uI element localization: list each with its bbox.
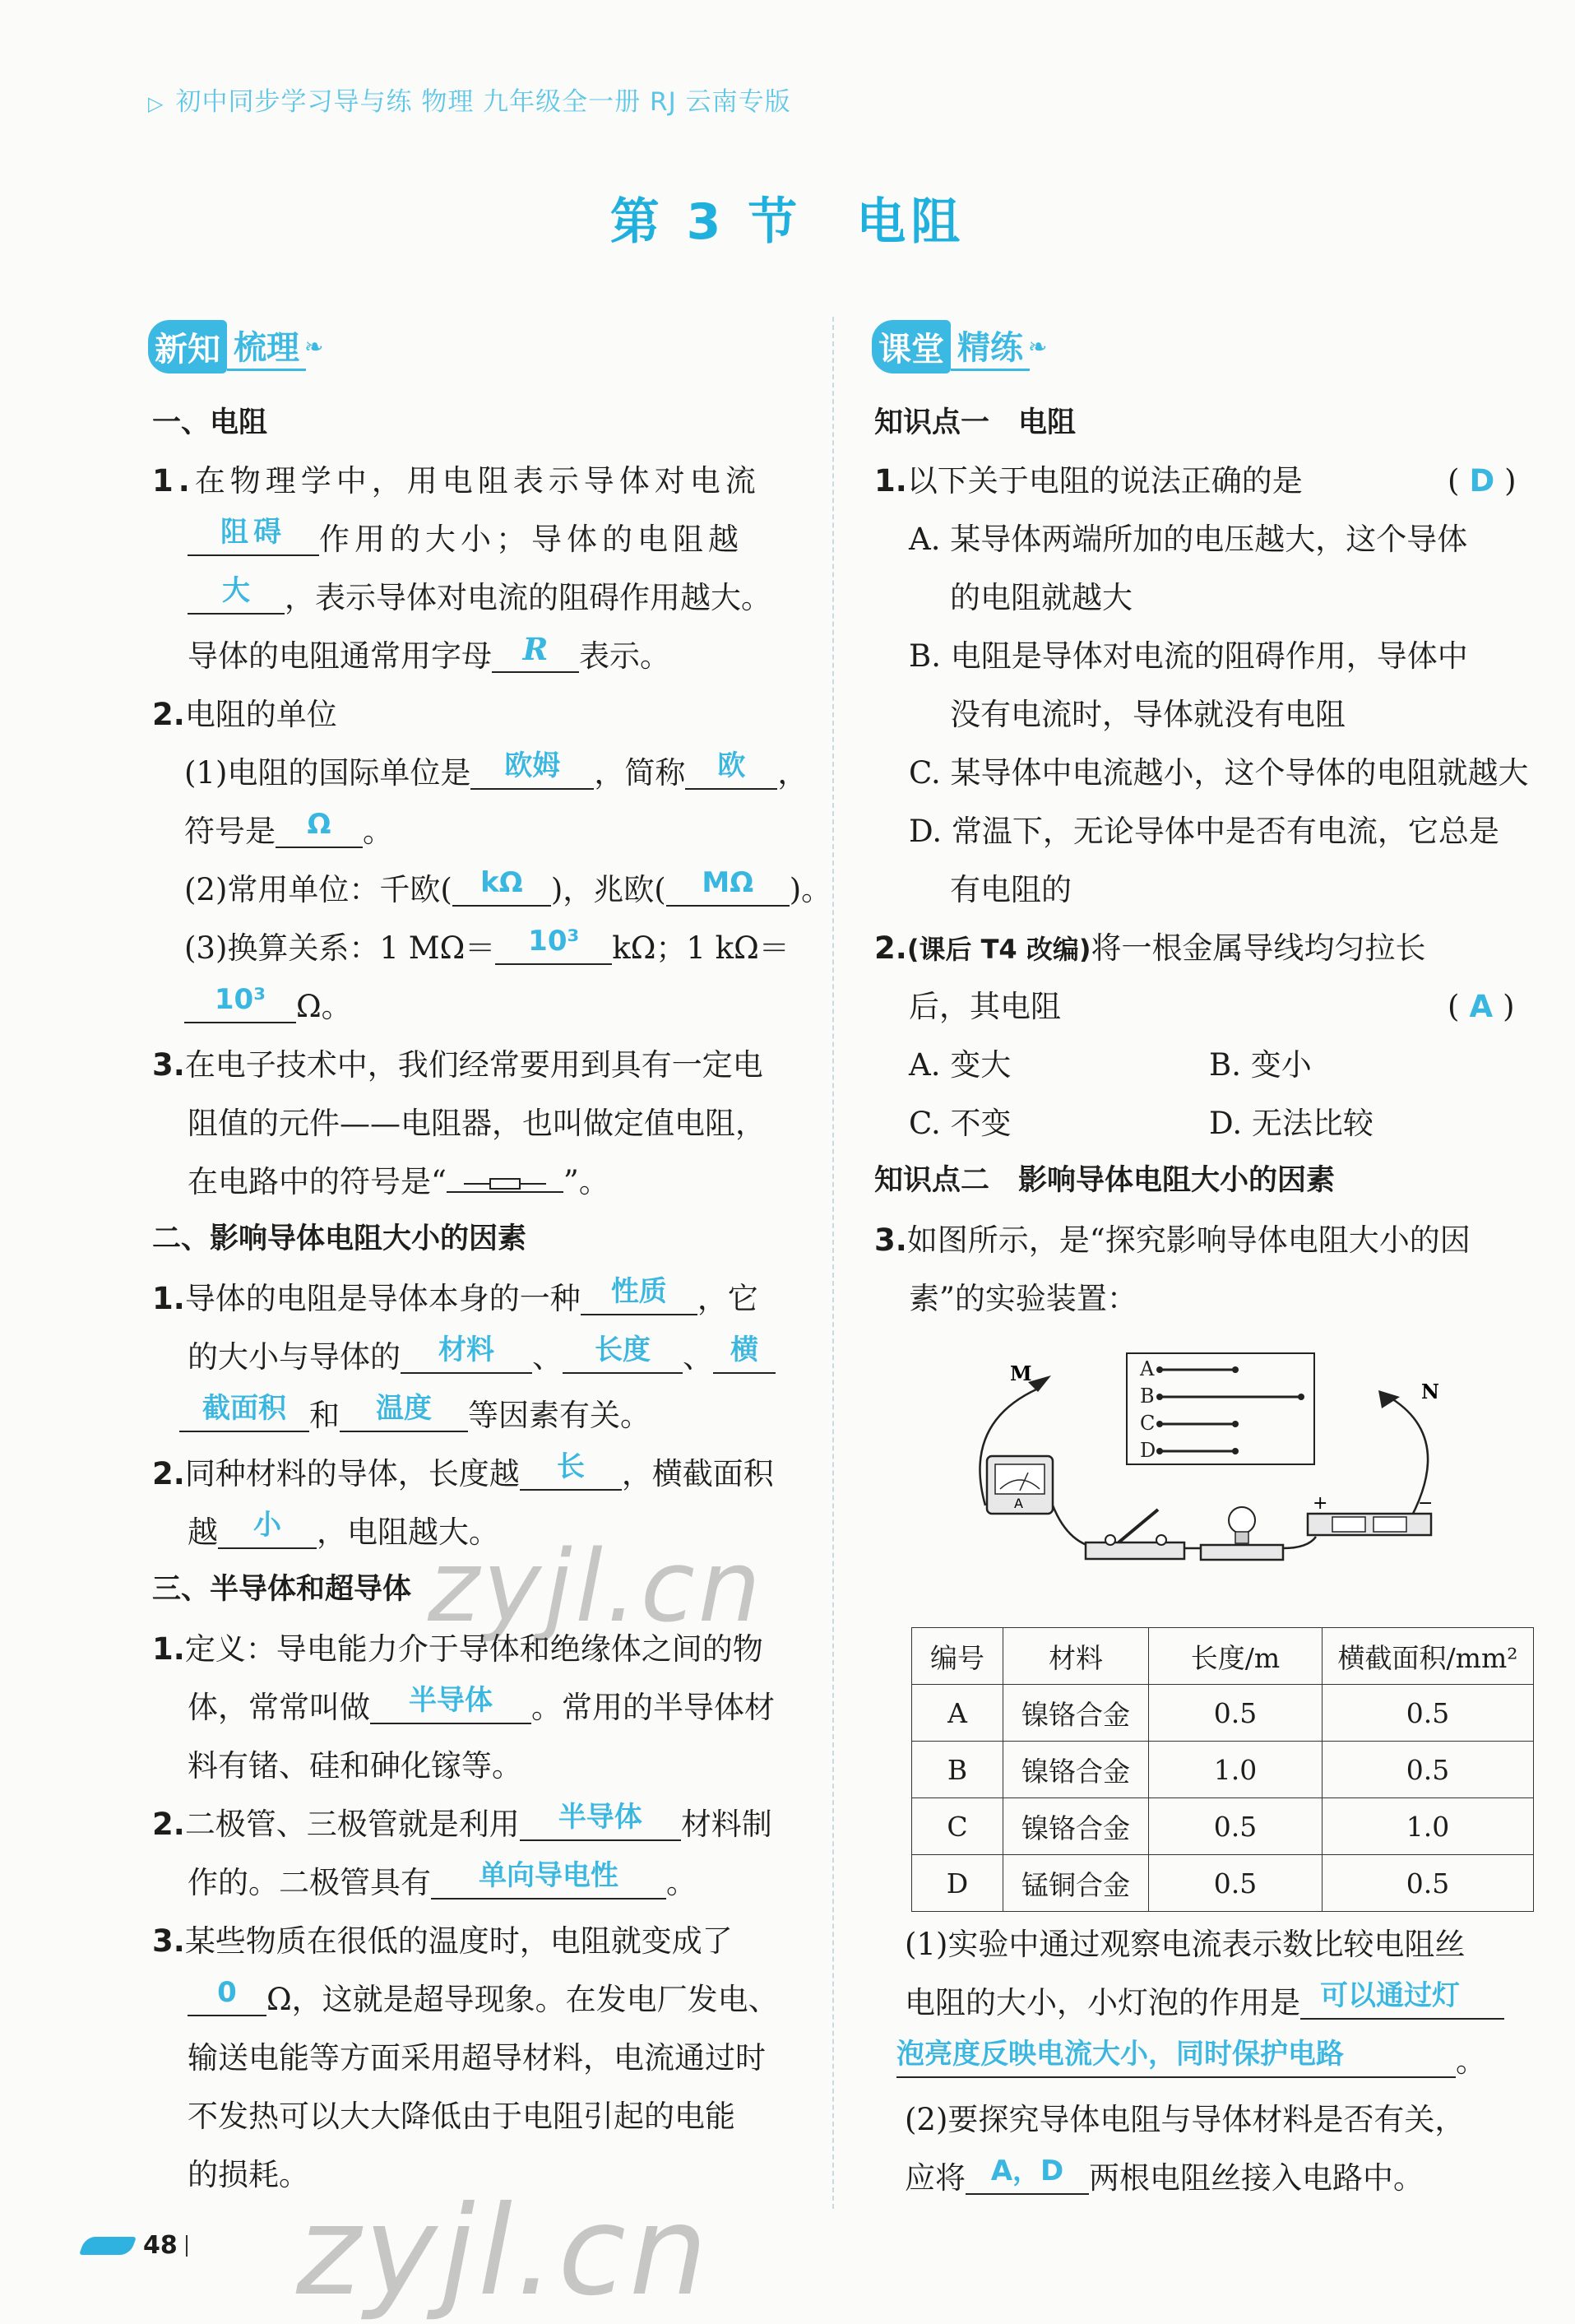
answer-blank: 横 [713, 1342, 776, 1374]
q2-p1b: 符号是 Ω 。 [184, 808, 393, 849]
leaf-icon: ❧ [1028, 332, 1048, 360]
leaf-icon: ❧ [304, 332, 324, 360]
q7-line1: 2.二极管、三极管就是利用 半导体 材料制 [152, 1801, 772, 1842]
answer-blank: 截面积 [179, 1400, 309, 1432]
answer-blank: 小 [218, 1517, 317, 1549]
answer-blank: 半导体 [520, 1809, 681, 1841]
q2-head: 2.电阻的单位 [152, 697, 337, 732]
table-cell: 0.5 [1149, 1855, 1323, 1912]
badge-rest: 精练 [951, 322, 1030, 371]
rq1-stem: 1.以下关于电阻的说法正确的是 [874, 463, 1303, 499]
q8-line2: 0 Ω，这就是超导现象。在发电厂发电、 [188, 1984, 779, 2016]
rq2-option-d: D. 无法比较 [1209, 1106, 1373, 1141]
table-header: 长度/m [1149, 1628, 1323, 1685]
q2-p1: (1)电阻的国际单位是 欧姆 ，简称 欧 ， [184, 749, 808, 791]
answer-blank: MΩ [666, 874, 790, 907]
q7-line2: 作的。二极管具有 单向导电性 。 [188, 1859, 697, 1900]
wire-label-c: C [1140, 1412, 1156, 1435]
answer-blank: 长 [520, 1459, 622, 1491]
answer-blank: 泡亮度反映电流大小，同时保护电路 [896, 2046, 1456, 2078]
answer-blank: A，D [966, 2163, 1089, 2195]
q8-line1: 3.某些物质在很低的温度时，电阻就变成了 [152, 1923, 733, 1959]
footer-stripe-icon [79, 2237, 137, 2255]
bulb-icon [1201, 1507, 1283, 1560]
clip-label-n: N [1421, 1380, 1439, 1403]
q2-p3b: 10³ Ω。 [184, 991, 352, 1023]
badge-ketang [872, 321, 1047, 372]
header-text: 初中同步学习导与练 物理 九年级全一册 RJ 云南专版 [175, 87, 791, 117]
q2-p3: (3)换算关系：1 MΩ＝ 10³ kΩ；1 kΩ＝ [184, 925, 790, 966]
rq3-s2-line2: 应将 A，D 两根电阻丝接入电路中。 [905, 2155, 1424, 2196]
battery-icon [1308, 1493, 1433, 1535]
q4-line2: 的大小与导体的 材料 、 长度 、 横 [188, 1342, 776, 1374]
answer-blank: 单向导电性 [431, 1867, 666, 1900]
q8-line4: 不发热可以大大降低由于电阻引起的电能 [188, 2099, 735, 2134]
table-cell: A [912, 1685, 1003, 1742]
table-row [912, 1798, 1534, 1855]
badge-rest: 梳理 [227, 322, 306, 371]
page-number: 48 [143, 2231, 178, 2260]
ammeter-label: A [1014, 1496, 1023, 1511]
rq3-line2: 素”的实验装置： [909, 1281, 1137, 1316]
table-row [912, 1685, 1534, 1742]
experiment-circuit-figure [946, 1333, 1546, 1617]
q3-line3: 在电路中的符号是“ ”。 [188, 1164, 609, 1199]
rq1-option-a2: 的电阻就越大 [950, 580, 1133, 615]
table-header: 横截面积/mm² [1323, 1628, 1534, 1685]
rq3-s1-line2: 电阻的大小，小灯泡的作用是 可以通过灯 [905, 1988, 1504, 2020]
answer-blank: 可以通过灯 [1300, 1988, 1504, 2020]
rq2-option-b: B. 变小 [1209, 1047, 1312, 1083]
rq1-option-d2: 有电阻的 [950, 872, 1072, 907]
table-cell: 镍铬合金 [1003, 1685, 1149, 1742]
table-header-row [912, 1628, 1534, 1685]
table-row [912, 1742, 1534, 1798]
table-cell: B [912, 1742, 1003, 1798]
q4-line1: 1.导体的电阻是导体本身的一种 性质 ，它 [152, 1275, 758, 1316]
battery-plus: + [1313, 1493, 1328, 1514]
q1-line2: 阻碍 作用的大小；导体的电阻越 [188, 524, 743, 556]
rq3-s1-line1: (1)实验中通过观察电流表示数比较电阻丝 [905, 1927, 1466, 1962]
table-cell: 0.5 [1323, 1855, 1534, 1912]
header-arrow-icon: ▷ [148, 92, 164, 115]
rq1-option-a: A. 某导体两端所加的电压越大，这个导体 [909, 522, 1468, 557]
q6-line3: 料有锗、硅和砷化镓等。 [188, 1748, 522, 1784]
table-cell: D [912, 1855, 1003, 1912]
q1-line3: 大 ，表示导体对电流的阻碍作用越大。 [188, 582, 771, 615]
badge-xinzhi [148, 321, 323, 372]
badge-solid: 新知 [148, 320, 227, 373]
section-title: 第 3 节 电阻 [609, 193, 966, 251]
answer-blank: 欧姆 [470, 758, 594, 790]
table-cell: 0.5 [1323, 1742, 1534, 1798]
q3-line2: 阻值的元件——电阻器，也叫做定值电阻， [188, 1106, 766, 1141]
wire-label-a: A [1140, 1357, 1155, 1380]
heading-resistance: 一、电阻 [152, 406, 268, 439]
q8-line5: 的损耗。 [188, 2157, 309, 2192]
watermark: zyjl.cn [428, 1530, 764, 1644]
table-header: 材料 [1003, 1628, 1149, 1685]
switch-icon [1086, 1510, 1184, 1559]
rq1-answer: ( D ) [1448, 463, 1517, 499]
table-cell: 0.5 [1149, 1798, 1323, 1855]
rq1-option-b: B. 电阻是导体对电流的阻碍作用，导体中 [909, 638, 1468, 674]
table-cell: 0.5 [1323, 1685, 1534, 1742]
table-cell: 1.0 [1323, 1798, 1534, 1855]
answer-blank: 欧 [685, 758, 777, 790]
rq1-option-c: C. 某导体中电流越小，这个导体的电阻就越大 [909, 755, 1529, 791]
wire-label-d: D [1140, 1439, 1156, 1462]
page-footer [82, 2231, 188, 2260]
answer-blank: 阻碍 [188, 524, 319, 556]
rq1-option-b2: 没有电流时，导体就没有电阻 [950, 697, 1346, 732]
wire-label-b: B [1140, 1385, 1155, 1408]
answer-blank: R [492, 641, 579, 673]
q6-line2: 体，常常叫做 半导体 。常用的半导体材 [188, 1684, 775, 1725]
rq2-option-a: A. 变大 [909, 1047, 1012, 1083]
answer-blank: 半导体 [370, 1692, 531, 1724]
answer-blank: 10³ [495, 933, 612, 965]
watermark: zyjl.cn [296, 2180, 711, 2323]
knowledge-point-2: 知识点二 影响导体电阻大小的因素 [874, 1164, 1336, 1197]
rq3-s2-line1: (2)要探究导体电阻与导体材料是否有关， [905, 2102, 1466, 2137]
answer-blank: 大 [188, 582, 285, 615]
ammeter-icon [987, 1456, 1053, 1514]
table-header: 编号 [912, 1628, 1003, 1685]
q6-line1: 1.定义：导电能力介于导体和绝缘体之间的物 [152, 1631, 763, 1667]
answer-blank: kΩ [452, 874, 551, 907]
answer-blank: 温度 [340, 1400, 468, 1432]
heading-factors: 二、影响导体电阻大小的因素 [152, 1222, 527, 1255]
rq2-option-c: C. 不变 [909, 1106, 1012, 1141]
q2-p2: (2)常用单位：千欧( kΩ )，兆欧( MΩ )。 [184, 866, 832, 907]
table-cell: 1.0 [1149, 1742, 1323, 1798]
rq2-answer: ( A ) [1448, 989, 1515, 1024]
rq3-s1-line3: 泡亮度反映电流大小，同时保护电路 。 [896, 2038, 1486, 2079]
resistor-symbol [447, 1167, 563, 1193]
table-cell: C [912, 1798, 1003, 1855]
answer-blank: 10³ [184, 991, 296, 1023]
book-header [148, 81, 791, 118]
rq2-stem2: 后，其电阻 [909, 989, 1061, 1024]
q5-line1: 2.同种材料的导体，长度越 长 ，横截面积 [152, 1450, 774, 1491]
table-row [912, 1855, 1534, 1912]
rq2-stem: 2.(课后 T4 改编)将一根金属导线均匀拉长 [874, 930, 1426, 966]
q8-line3: 输送电能等方面采用超导材料，电流通过时 [188, 2040, 766, 2076]
footer-tick [186, 2235, 188, 2257]
clip-n-icon [1378, 1390, 1400, 1408]
column-divider [832, 317, 834, 2209]
q3-line1: 3.在电子技术中，我们经常要用到具有一定电 [152, 1047, 763, 1083]
badge-solid: 课堂 [872, 320, 951, 373]
experiment-table [911, 1627, 1534, 1912]
answer-blank: 性质 [581, 1283, 697, 1315]
table-cell: 镍铬合金 [1003, 1798, 1149, 1855]
answer-blank: Ω [276, 816, 363, 848]
rq3-line1: 3.如图所示，是“探究影响导体电阻大小的因 [874, 1222, 1471, 1258]
table-cell: 锰铜合金 [1003, 1855, 1149, 1912]
answer-blank: 长度 [563, 1342, 683, 1374]
q1-line1: 1.在物理学中，用电阻表示导体对电流 [152, 463, 761, 499]
resistor-symbol-icon [456, 1172, 554, 1195]
clip-label-m: M [1010, 1361, 1032, 1385]
q4-line3: 截面积 和 温度 等因素有关。 [179, 1400, 651, 1432]
table-cell: 镍铬合金 [1003, 1742, 1149, 1798]
knowledge-point-1: 知识点一 电阻 [874, 406, 1077, 439]
answer-blank: 0 [188, 1984, 266, 2016]
heading-semiconductor: 三、半导体和超导体 [152, 1573, 412, 1606]
battery-minus: − [1418, 1493, 1434, 1514]
answer-blank: 材料 [401, 1342, 532, 1374]
table-cell: 0.5 [1149, 1685, 1323, 1742]
q5-line2: 越 小 ，电阻越大。 [188, 1509, 499, 1550]
rq1-option-d: D. 常温下，无论导体中是否有电流，它总是 [909, 814, 1499, 849]
q1-line4: 导体的电阻通常用字母 R 表示。 [188, 631, 670, 674]
